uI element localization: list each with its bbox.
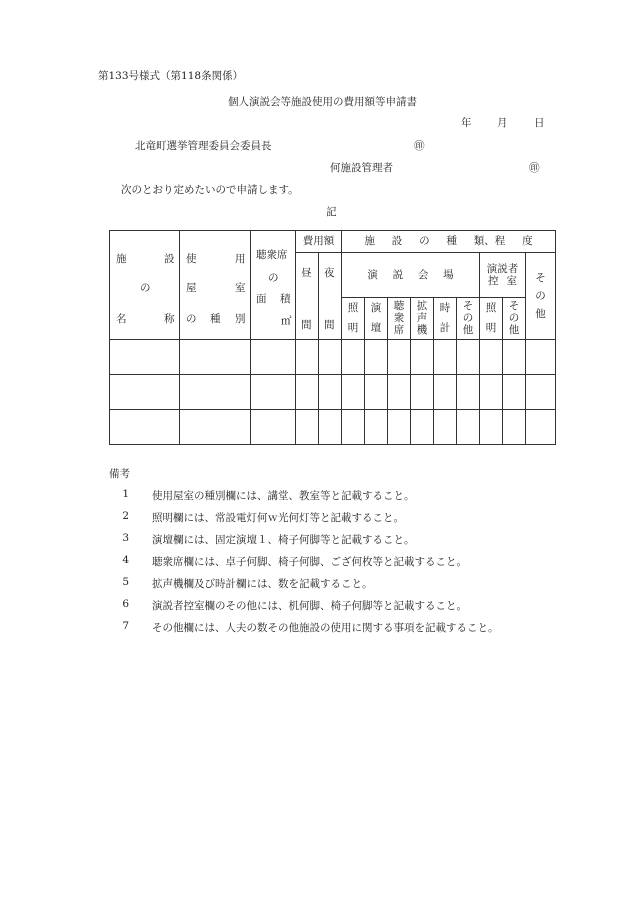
date-month: 月 xyxy=(497,117,508,129)
sub-other-2: そ の 他 xyxy=(503,297,526,340)
seal-mark-1: ㊞ xyxy=(414,140,425,152)
table-cell[interactable] xyxy=(296,340,319,375)
sub-podium: 演 壇 xyxy=(365,297,388,340)
table-cell[interactable] xyxy=(296,375,319,410)
table-cell[interactable] xyxy=(480,375,503,410)
speaker-room-header: 演説者 控 室 xyxy=(480,253,526,298)
table-cell[interactable] xyxy=(411,340,434,375)
application-table xyxy=(109,230,556,445)
table-cell[interactable] xyxy=(480,410,503,445)
table-row xyxy=(110,340,556,375)
table-cell[interactable] xyxy=(180,340,251,375)
table-cell[interactable] xyxy=(434,410,457,445)
table-cell[interactable] xyxy=(251,410,296,445)
sub-audience-seats: 聴 衆 席 xyxy=(388,297,411,340)
form-number: 第133号様式（第118条関係） xyxy=(98,70,244,82)
table-cell[interactable] xyxy=(457,340,480,375)
table-row xyxy=(110,375,556,410)
table-cell[interactable] xyxy=(503,410,526,445)
table-cell[interactable] xyxy=(411,410,434,445)
table-cell[interactable] xyxy=(342,375,365,410)
table-cell[interactable] xyxy=(503,340,526,375)
day-time-header: 昼 間 xyxy=(296,253,319,340)
col-room-type: 使 用 屋 室 の 種 別 xyxy=(180,231,251,340)
sub-other: そ の 他 xyxy=(457,297,480,340)
table-cell[interactable] xyxy=(251,340,296,375)
cost-header: 費用額 xyxy=(296,231,342,253)
table-cell[interactable] xyxy=(457,410,480,445)
table-cell[interactable] xyxy=(388,410,411,445)
sub-lighting: 照 明 xyxy=(342,297,365,340)
sub-loudspeaker: 拡 声 機 xyxy=(411,297,434,340)
note-number: 6 xyxy=(122,598,129,610)
table-cell[interactable] xyxy=(251,375,296,410)
intro-text: 次のとおり定めたいので申請します。 xyxy=(121,184,299,196)
table-cell[interactable] xyxy=(319,340,342,375)
night-time-header: 夜 間 xyxy=(319,253,342,340)
note-text: その他欄には、人夫の数その他施設の使用に関する事項を記載すること。 xyxy=(152,622,499,634)
note-text: 使用屋室の種別欄には、講堂、教室等と記載すること。 xyxy=(152,490,415,502)
table-cell[interactable] xyxy=(365,410,388,445)
sub-clock: 時 計 xyxy=(434,297,457,340)
table-cell[interactable] xyxy=(480,340,503,375)
table-cell[interactable] xyxy=(365,375,388,410)
table-cell[interactable] xyxy=(526,340,556,375)
note-text: 聴衆席欄には、卓子何脚、椅子何脚、ござ何枚等と記載すること。 xyxy=(152,556,467,568)
table-cell[interactable] xyxy=(526,375,556,410)
other-header: そ の 他 xyxy=(526,253,556,340)
note-number: 4 xyxy=(122,554,129,566)
table-cell[interactable] xyxy=(342,410,365,445)
table-cell[interactable] xyxy=(503,375,526,410)
table-cell[interactable] xyxy=(457,375,480,410)
table-cell[interactable] xyxy=(296,410,319,445)
table-cell[interactable] xyxy=(388,375,411,410)
table-cell[interactable] xyxy=(180,410,251,445)
applicant: 何施設管理者 xyxy=(330,162,393,174)
note-number: 1 xyxy=(122,488,129,500)
notes-title: 備考 xyxy=(109,468,130,480)
table-cell[interactable] xyxy=(110,375,180,410)
note-text: 演説者控室欄のその他には、机何脚、椅子何脚等と記載すること。 xyxy=(152,600,467,612)
note-number: 3 xyxy=(122,532,129,544)
venue-header: 演 説 会 場 xyxy=(342,253,480,298)
document-title: 個人演説会等施設使用の費用額等申請書 xyxy=(228,96,417,108)
table-cell[interactable] xyxy=(110,410,180,445)
table-cell[interactable] xyxy=(342,340,365,375)
ki-marker: 記 xyxy=(326,206,337,218)
note-text: 拡声機欄及び時計欄には、数を記載すること。 xyxy=(152,578,373,590)
sub-lighting-2: 照 明 xyxy=(480,297,503,340)
note-number: 5 xyxy=(122,576,129,588)
col-facility-name: 施 設 の 名 称 xyxy=(110,231,180,340)
table-cell[interactable] xyxy=(319,375,342,410)
addressee: 北竜町選挙管理委員会委員長 xyxy=(135,140,272,152)
kind-header: 施 設 の 種 類、程 度 xyxy=(342,231,556,253)
note-number: 2 xyxy=(122,510,129,522)
table-cell[interactable] xyxy=(365,340,388,375)
note-text: 演壇欄には、固定演壇１、椅子何脚等と記載すること。 xyxy=(152,534,415,546)
note-number: 7 xyxy=(122,620,129,632)
table-cell[interactable] xyxy=(434,340,457,375)
date-year: 年 xyxy=(461,117,472,129)
table-cell[interactable] xyxy=(180,375,251,410)
table-cell[interactable] xyxy=(110,340,180,375)
date-day: 日 xyxy=(534,117,545,129)
seal-mark-2: ㊞ xyxy=(529,162,540,174)
table-cell[interactable] xyxy=(434,375,457,410)
table-cell[interactable] xyxy=(411,375,434,410)
table-row xyxy=(110,410,556,445)
table-cell[interactable] xyxy=(388,340,411,375)
col-seating-area: 聴衆席 の 面 積 ㎡ xyxy=(251,231,296,340)
table-cell[interactable] xyxy=(526,410,556,445)
note-text: 照明欄には、常設電灯何ｗ光何灯等と記載すること。 xyxy=(152,512,404,524)
table-cell[interactable] xyxy=(319,410,342,445)
